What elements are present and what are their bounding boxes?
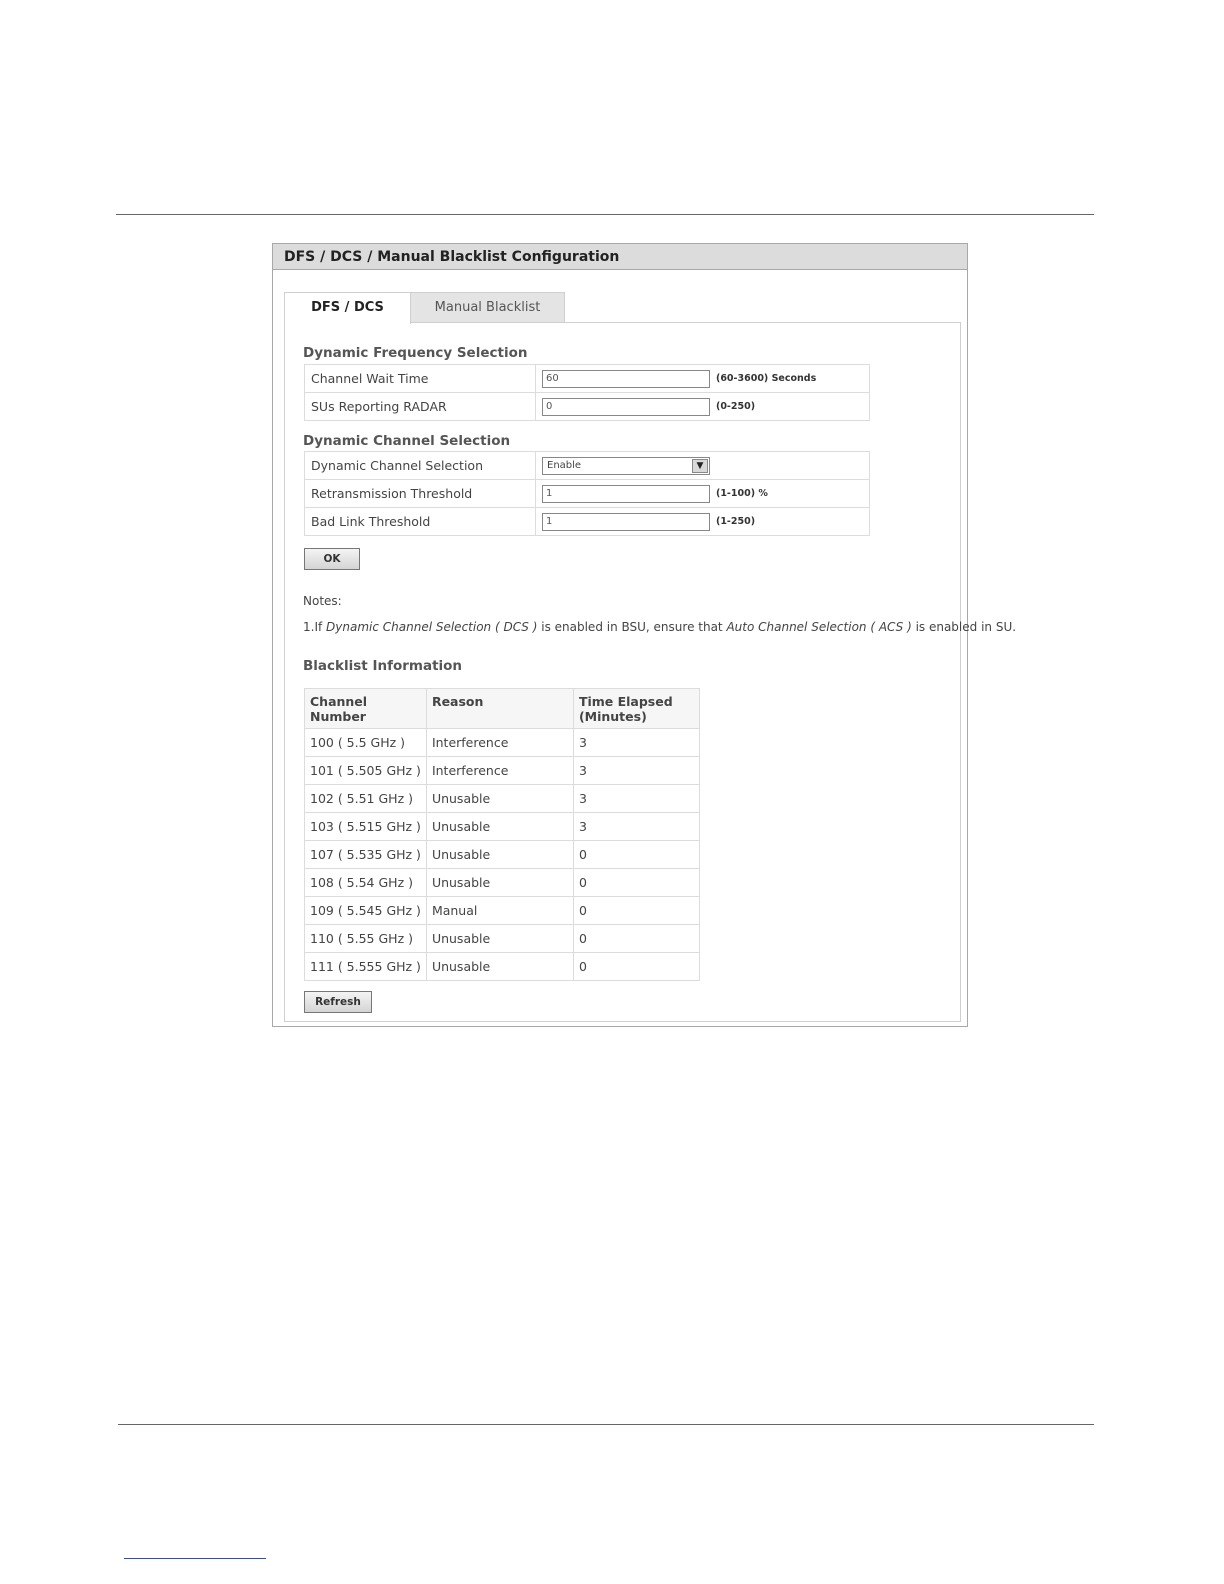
footer-link-underline [124,1558,266,1559]
cell-time: 0 [573,869,699,897]
cell-channel: 109 ( 5.545 GHz ) [305,897,427,925]
cell-reason: Unusable [426,953,573,981]
tab-content [284,322,1017,1022]
dcs-heading: Dynamic Channel Selection [303,433,511,449]
tab-dfs-dcs[interactable]: DFS / DCS [284,292,411,324]
cell-time: 3 [573,757,699,785]
table-row [305,757,700,785]
cell-reason: Unusable [426,841,573,869]
blacklist-header-row [305,689,700,729]
bottom-rule [118,1424,1094,1425]
cell-reason: Interference [426,729,573,757]
retransmission-threshold-input[interactable] [542,485,710,503]
notes-suffix: is enabled in SU. [911,620,1017,634]
cell-reason: Interference [426,757,573,785]
channel-wait-time-label: Channel Wait Time [305,365,536,393]
cell-reason: Unusable [426,925,573,953]
table-row [305,925,700,953]
tab-manual-blacklist[interactable]: Manual Blacklist [411,292,565,323]
cell-channel: 101 ( 5.505 GHz ) [305,757,427,785]
form-row-sus-reporting-radar [305,393,870,421]
cell-channel: 103 ( 5.515 GHz ) [305,813,427,841]
col-time-elapsed: Time Elapsed (Minutes) [573,689,699,729]
panel-title: DFS / DCS / Manual Blacklist Configuration [273,244,967,270]
cell-channel: 107 ( 5.535 GHz ) [305,841,427,869]
cell-time: 0 [573,953,699,981]
cell-time: 0 [573,897,699,925]
cell-time: 3 [573,785,699,813]
table-row [305,897,700,925]
dcs-select-label: Dynamic Channel Selection [305,452,536,480]
notes-line [303,620,1016,634]
cell-reason: Unusable [426,813,573,841]
col-channel-number: Channel Number [305,689,427,729]
sus-reporting-radar-label: SUs Reporting RADAR [305,393,536,421]
form-row-bad-link-threshold [305,508,870,536]
form-row-dcs-select [305,452,870,480]
chevron-down-icon[interactable]: ▼ [692,459,708,473]
col-reason: Reason [426,689,573,729]
dfs-heading: Dynamic Frequency Selection [303,345,528,361]
bad-link-threshold-hint: (1-250) [715,516,756,527]
notes-acs-term: Auto Channel Selection ( ACS ) [726,620,912,634]
cell-reason: Unusable [426,785,573,813]
notes-dcs-term: Dynamic Channel Selection ( DCS ) [326,620,538,634]
sus-reporting-radar-input[interactable] [542,398,710,416]
cell-time: 3 [573,729,699,757]
dcs-select-value: Enable [547,459,582,471]
retransmission-threshold-hint: (1-100) % [715,488,768,499]
form-row-retransmission-threshold [305,480,870,508]
refresh-button[interactable]: Refresh [304,991,372,1013]
notes-title: Notes: [303,594,342,608]
form-row-channel-wait-time [305,365,870,393]
table-row [305,729,700,757]
cell-reason: Unusable [426,869,573,897]
dcs-select[interactable] [542,457,710,475]
notes-prefix: 1.If [303,620,327,634]
cell-channel: 102 ( 5.51 GHz ) [305,785,427,813]
notes-middle: is enabled in BSU, ensure that [537,620,727,634]
config-panel [272,243,1017,1027]
bad-link-threshold-label: Bad Link Threshold [305,508,536,536]
dcs-form [304,451,870,536]
cell-time: 3 [573,813,699,841]
channel-wait-time-input[interactable] [542,370,710,388]
retransmission-threshold-label: Retransmission Threshold [305,480,536,508]
cell-time: 0 [573,841,699,869]
ok-button[interactable]: OK [304,548,360,570]
dfs-form [304,364,870,421]
table-row [305,841,700,869]
sus-reporting-radar-hint: (0-250) [715,401,756,412]
table-row [305,813,700,841]
cell-channel: 111 ( 5.555 GHz ) [305,953,427,981]
bad-link-threshold-input[interactable] [542,513,710,531]
table-row [305,869,700,897]
cell-reason: Manual [426,897,573,925]
cell-channel: 108 ( 5.54 GHz ) [305,869,427,897]
blacklist-table [304,688,700,981]
table-row [305,953,700,981]
channel-wait-time-hint: (60-3600) Seconds [715,373,817,384]
cell-channel: 110 ( 5.55 GHz ) [305,925,427,953]
cell-channel: 100 ( 5.5 GHz ) [305,729,427,757]
blacklist-heading: Blacklist Information [303,658,463,674]
table-row [305,785,700,813]
top-rule [116,214,1094,215]
cell-time: 0 [573,925,699,953]
